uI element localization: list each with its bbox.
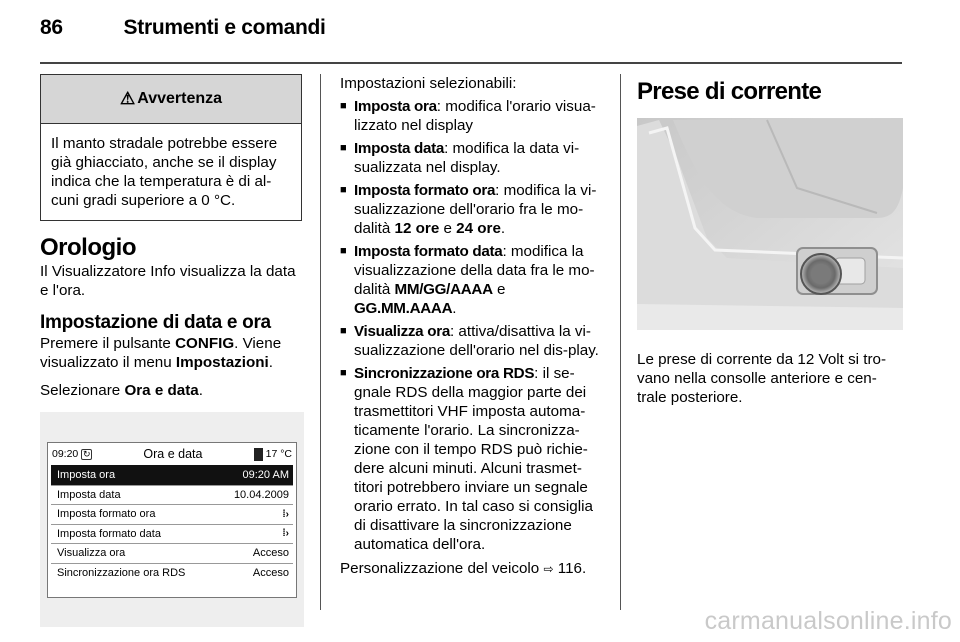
display-row: Imposta data 10.04.2009 bbox=[51, 485, 293, 505]
column-right bbox=[637, 74, 903, 407]
warning-box bbox=[40, 74, 302, 221]
page-ref-arrow-icon: ⇨ bbox=[543, 562, 554, 576]
power-socket-photo bbox=[637, 118, 903, 330]
display-time: 09:20 bbox=[52, 448, 79, 460]
display-row: Sincronizzazione ora RDS Acceso bbox=[51, 563, 293, 583]
list-item: ■ Visualizza ora: attiva/disattiva la vi-sualizzazione dell'orario nel dis-play. bbox=[340, 323, 599, 359]
info-display-figure bbox=[40, 412, 304, 627]
datetime-subheading: Impostazione di data e ora bbox=[40, 312, 271, 333]
clock-intro: Il Visualizzatore Info visualizza la data e l'ora. bbox=[40, 263, 296, 299]
clock-heading: Orologio bbox=[40, 234, 136, 261]
page-number: 86 bbox=[40, 16, 63, 39]
warning-heading bbox=[41, 75, 301, 124]
column-middle bbox=[340, 74, 605, 579]
thermometer-icon bbox=[254, 448, 263, 461]
display-status-bar bbox=[48, 443, 296, 465]
column-divider bbox=[620, 74, 621, 610]
personalization-ref: Personalizzazione del veicolo ⇨ 116. bbox=[340, 560, 587, 577]
submenu-arrow-icon: ⁞› bbox=[282, 508, 289, 520]
list-item: ■ Imposta data: modifica la data vi-sualizzata nel display. bbox=[340, 140, 580, 176]
sockets-caption: Le prese di corrente da 12 Volt si tro-vano nella consolle anteriore e cen-trale posteriore. bbox=[637, 351, 887, 406]
warning-heading-text: Avvertenza bbox=[137, 90, 223, 107]
watermark: carmanualsonline.info bbox=[704, 607, 952, 635]
display-row: Imposta ora 09:20 AM bbox=[51, 465, 293, 485]
sockets-heading: Prese di corrente bbox=[637, 78, 822, 105]
settings-intro: Impostazioni selezionabili: bbox=[340, 75, 517, 92]
page-ref-link[interactable]: 116. bbox=[557, 560, 587, 577]
display-title: Ora e data bbox=[143, 447, 203, 461]
column-left bbox=[40, 74, 302, 627]
display-row: Visualizza ora Acceso bbox=[51, 543, 293, 563]
header-rule bbox=[40, 62, 902, 64]
list-item: ■ Sincronizzazione ora RDS: il se-gnale RDS della maggior parte dei trasmettitori VHF imposta automa-ticamente l'orario. La sincronizza-zione con il tempo RDS può richie-dere alcuni minuti. Alcuni trasmet-titori potrebbero inviare un segnale orario errato. In tal caso si consiglia di disattivare la sincronizzazione automatica dell'ora. bbox=[340, 365, 593, 553]
column-divider bbox=[320, 74, 321, 610]
list-item: ■ Imposta formato data: modifica la visualizzazione della data fra le mo-dalità MM/GG/AAAA e GG.MM.AAAA. bbox=[340, 243, 595, 317]
press-config-text: Premere il pulsante CONFIG. Viene visualizzato il menu Impostazioni. bbox=[40, 335, 282, 371]
display-row: Imposta formato ora ⁞› bbox=[51, 504, 293, 524]
list-item: ■ Imposta ora: modifica l'orario visua-lizzato nel display bbox=[340, 98, 596, 134]
submenu-arrow-icon: ⁞› bbox=[282, 528, 289, 540]
chapter-title: Strumenti e comandi bbox=[123, 16, 326, 39]
settings-list bbox=[340, 97, 605, 554]
warning-body: Il manto stradale potrebbe essere già ghiacciato, anche se il display indica che la temperatura è di al-cuni gradi superiore a 0 °C. bbox=[51, 135, 278, 209]
list-item: ■ Imposta formato ora: modifica la vi-sualizzazione dell'orario fra le mo-dalità 12 ore e 24 ore. bbox=[340, 182, 597, 237]
page-header bbox=[40, 16, 326, 40]
display-row: Imposta formato data ⁞› bbox=[51, 524, 293, 544]
warning-triangle-icon: ⚠ bbox=[119, 89, 136, 108]
clock-sync-icon: ↻ bbox=[83, 448, 91, 459]
select-text: Selezionare Ora e data. bbox=[40, 382, 203, 399]
display-temperature: 17 °C bbox=[265, 448, 292, 460]
info-display-screen bbox=[47, 442, 297, 598]
